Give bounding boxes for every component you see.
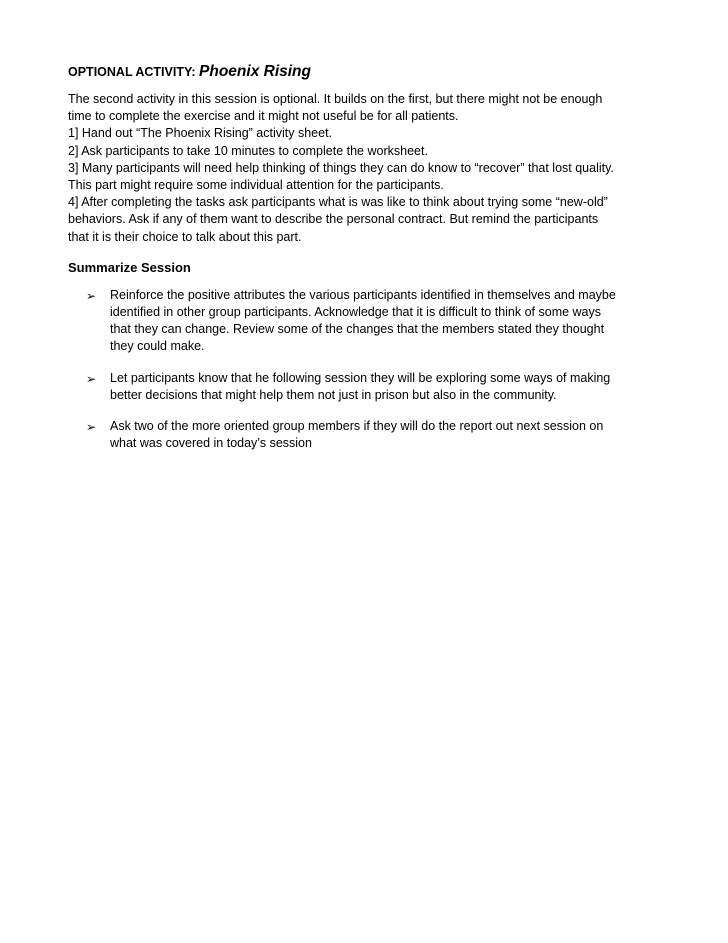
activity-heading: [68, 62, 658, 82]
bullet-line: Let participants know that he following session they will be exploring some ways of making: [110, 370, 611, 385]
bullet-item: [68, 287, 658, 356]
arrow-bullet-icon: ➢: [86, 420, 97, 435]
activity-instructions: [68, 91, 658, 246]
section-heading: Summarize Session: [68, 259, 191, 275]
bullet-line: Reinforce the positive attributes the various participants identified in themselves and maybe: [110, 287, 616, 302]
instruction-line: 4] After completing the tasks ask participants what is was like to think about trying some “new-old”: [68, 195, 608, 210]
bullet-line: they could make.: [110, 339, 205, 354]
bullet-line: Ask two of the more oriented group members if they will do the report out next session on: [110, 419, 604, 434]
arrow-bullet-icon: ➢: [86, 288, 97, 303]
bullet-item: [68, 418, 658, 452]
arrow-bullet-icon: ➢: [86, 371, 97, 386]
summary-bullet-list: [68, 287, 658, 453]
bullet-line: what was covered in today’s session: [110, 436, 312, 451]
instruction-line: 2] Ask participants to take 10 minutes to complete the worksheet.: [68, 143, 428, 158]
instruction-line: 3] Many participants will need help thinking of things they can do know to “recover” that lost quality.: [68, 160, 614, 175]
instruction-line: time to complete the exercise and it might not useful be for all patients.: [68, 109, 459, 124]
document-page: [68, 62, 658, 466]
activity-title: Phoenix Rising: [199, 63, 311, 80]
bullet-item: [68, 370, 658, 404]
instruction-line: behaviors. Ask if any of them want to describe the personal contract. But remind the participants: [68, 212, 599, 227]
bullet-line: that they can change. Review some of the changes that the members stated they thought: [110, 322, 605, 337]
bullet-line: better decisions that might help them not just in prison but also in the community.: [110, 387, 557, 402]
instruction-line: that it is their choice to talk about this part.: [68, 229, 302, 244]
activity-heading-prefix: OPTIONAL ACTIVITY:: [68, 65, 196, 79]
instruction-line: The second activity in this session is optional. It builds on the first, but there might not be enough: [68, 92, 603, 106]
bullet-line: identified in other group participants. Acknowledge that it is difficult to think of some ways: [110, 305, 602, 320]
instruction-line: 1] Hand out “The Phoenix Rising” activity sheet.: [68, 126, 333, 141]
instruction-line: This part might require some individual attention for the participants.: [68, 178, 444, 193]
